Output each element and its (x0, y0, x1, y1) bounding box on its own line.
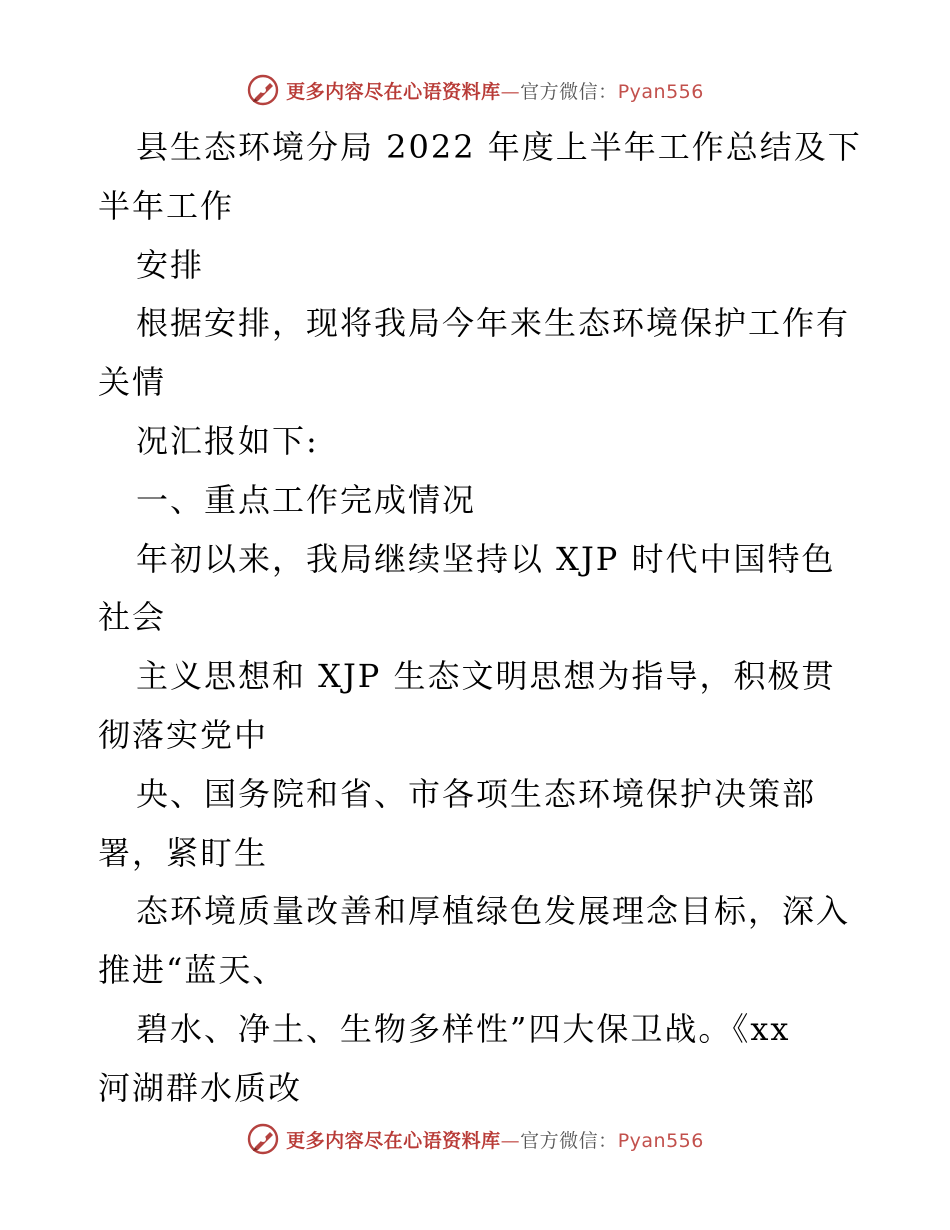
watermark-id: Pyan556 (617, 80, 704, 103)
text-line: 彻落实党中 (98, 715, 269, 754)
pen-logo-icon (246, 73, 280, 107)
watermark-id: Pyan556 (617, 1129, 704, 1152)
watermark-dash: — (500, 1129, 521, 1152)
footer-watermark (0, 1119, 950, 1159)
text-line: 央、国务院和省、市各项生态环境保护决策部 (136, 774, 817, 813)
text-line: 根据安排，现将我局今年来生态环境保护工作有 (136, 304, 851, 343)
watermark-label: 官方微信： (520, 1129, 618, 1152)
section-heading: 一、重点工作完成情况 (136, 480, 477, 519)
text-line: 社会 (98, 598, 167, 637)
pen-logo-icon (246, 1122, 280, 1156)
watermark-text (286, 1126, 704, 1153)
watermark-dash: — (500, 80, 521, 103)
text-line: 主义思想和 XJP 生态文明思想为指导，积极贯 (136, 657, 836, 696)
text-line: 态环境质量改善和厚植绿色发展理念目标，深入 (136, 892, 851, 931)
text-line: 河湖群水质改 (98, 1068, 303, 1107)
text-line: 署，紧盯生 (98, 833, 269, 872)
document-body (98, 118, 868, 1118)
watermark-text (286, 77, 704, 104)
text-line: 碧水、净土、生物多样性”四大保卫战。《xx (136, 1009, 791, 1048)
text-line: 况汇报如下: (136, 421, 319, 460)
watermark-site: 更多内容尽在心语资料库 (286, 80, 501, 103)
text-line: 推进“蓝天、 (98, 951, 287, 990)
text-line: 县生态环境分局 2022 年度上半年工作总结及下 (136, 128, 862, 166)
text-line: 安排 (136, 245, 205, 284)
header-watermark (0, 70, 950, 110)
text-line: 半年工作 (98, 186, 235, 225)
text-line: 关情 (98, 363, 167, 402)
text-line: 年初以来，我局继续坚持以 XJP 时代中国特色 (136, 539, 836, 578)
watermark-label: 官方微信： (520, 80, 618, 103)
watermark-site: 更多内容尽在心语资料库 (286, 1129, 501, 1152)
